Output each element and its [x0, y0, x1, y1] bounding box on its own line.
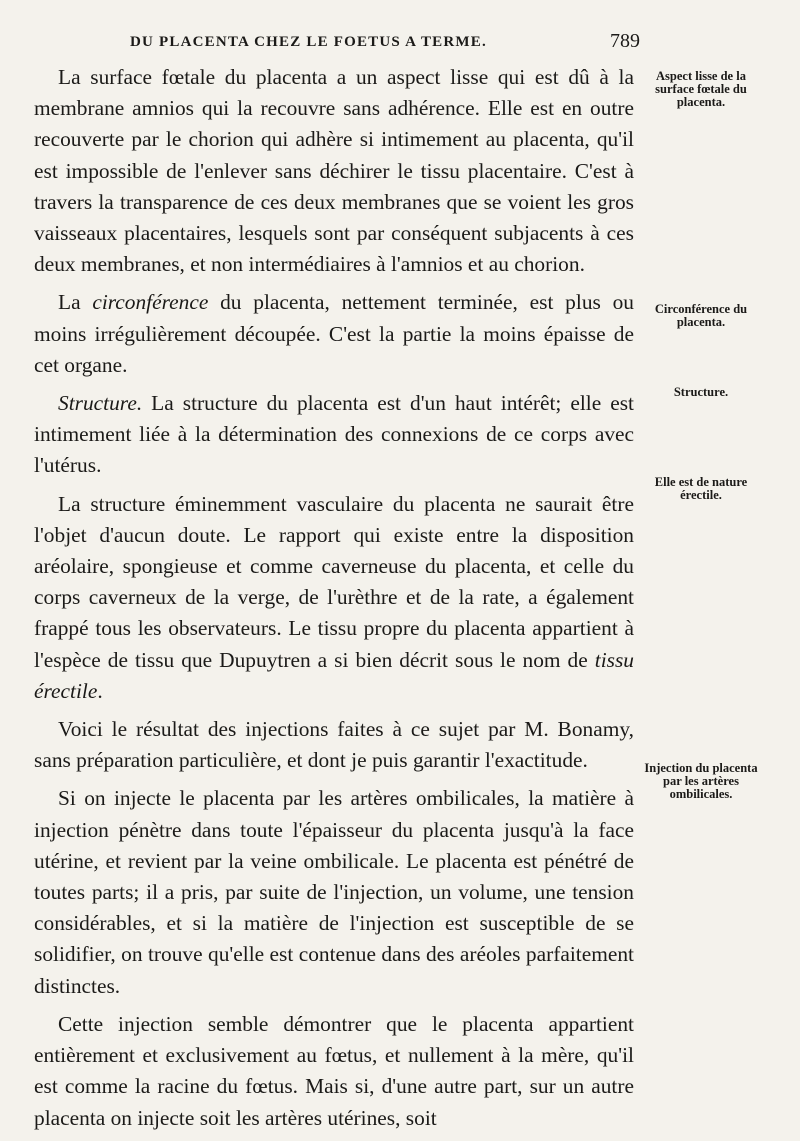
paragraph-vasculaire: [34, 489, 634, 707]
running-title: DU PLACENTA CHEZ LE FOETUS A TERME.: [130, 34, 487, 50]
text-run: .: [97, 678, 103, 703]
main-text: [34, 62, 634, 1141]
paragraph-circonference: [34, 287, 634, 381]
text-run: La: [58, 290, 93, 315]
paragraph-structure: [34, 388, 634, 482]
margin-note: Aspect lisse de la surface fœtale du placenta.: [655, 69, 747, 109]
margin-note: Circonférence du placenta.: [654, 302, 748, 329]
italic-term: Structure.: [58, 391, 143, 416]
text-run: La structure du placenta est d'un haut intérêt; elle est intimement liée à la détermination des connexions de ce corps avec l'utérus.: [34, 391, 634, 478]
italic-term: circonférence: [92, 290, 209, 315]
margin-note: Structure.: [673, 385, 729, 399]
paragraph-injections: Voici le résultat des injections faites à ce sujet par M. Bonamy, sans préparation particulière, et dont je puis garantir l'exactitude.: [34, 717, 634, 773]
paragraph-arteres: Si on injecte le placenta par les artères ombilicales, la matière à injection pénètre dans toute l'épaisseur du placenta jusqu'à la face utérine, et revient par la veine ombilicale. Le placenta est pénétré de toutes parts; il a pris, par suite de l'injection, un volume, une tension considérables, et si la matière de l'injection est susceptible de se solidifier, on trouve qu'elle est contenue dans des aréoles parfaitement distinctes.: [34, 786, 634, 998]
paragraph-surface: La surface fœtale du placenta a un aspect lisse qui est dû à la membrane amnios qui la recouvre sans adhérence. Elle est en outre recouverte par le chorion qui adhère si intimement au placenta, qu'il est impossible de l'enlever sans déchirer le tissu placentaire. C'est à travers la transparence de ces deux membranes que se voient les gros vaisseaux placentaires, lesquels sont par conséquent subjacents à ces deux membranes, et non intermédiaires à l'amnios et au chorion.: [34, 65, 634, 277]
italic-term: tissu érectile: [34, 647, 634, 703]
page-number: 789: [610, 30, 640, 52]
paragraph-demontrer: Cette injection semble démontrer que le placenta appartient entièrement et exclusivement au fœtus, et nullement à la mère, qu'il est comme la racine du fœtus. Mais si, d'une autre part, sur un autre placenta on injecte soit les artères utérines, soit: [34, 1011, 634, 1130]
text-run: La structure éminemment vasculaire du placenta ne saurait être l'objet d'aucun doute. Le rapport qui existe entre la disposition aréolaire, spongieuse et comme caverneuse du placenta, et celle du corps caverneux de la verge, de l'urèthre et de la rate, a également frappé tous les observateurs. Le tissu propre du placenta appartient à l'espèce de tissu que Dupuytren a si bien décrit sous le nom de: [34, 491, 634, 672]
margin-note: Injection du placenta par les artères ombilicales.: [644, 761, 758, 801]
margin-note: Elle est de nature érectile.: [654, 475, 748, 502]
text-run: du placenta, nettement terminée, est plus ou moins irrégulièrement découpée. C'est la partie la moins épaisse de cet organe.: [34, 290, 634, 377]
